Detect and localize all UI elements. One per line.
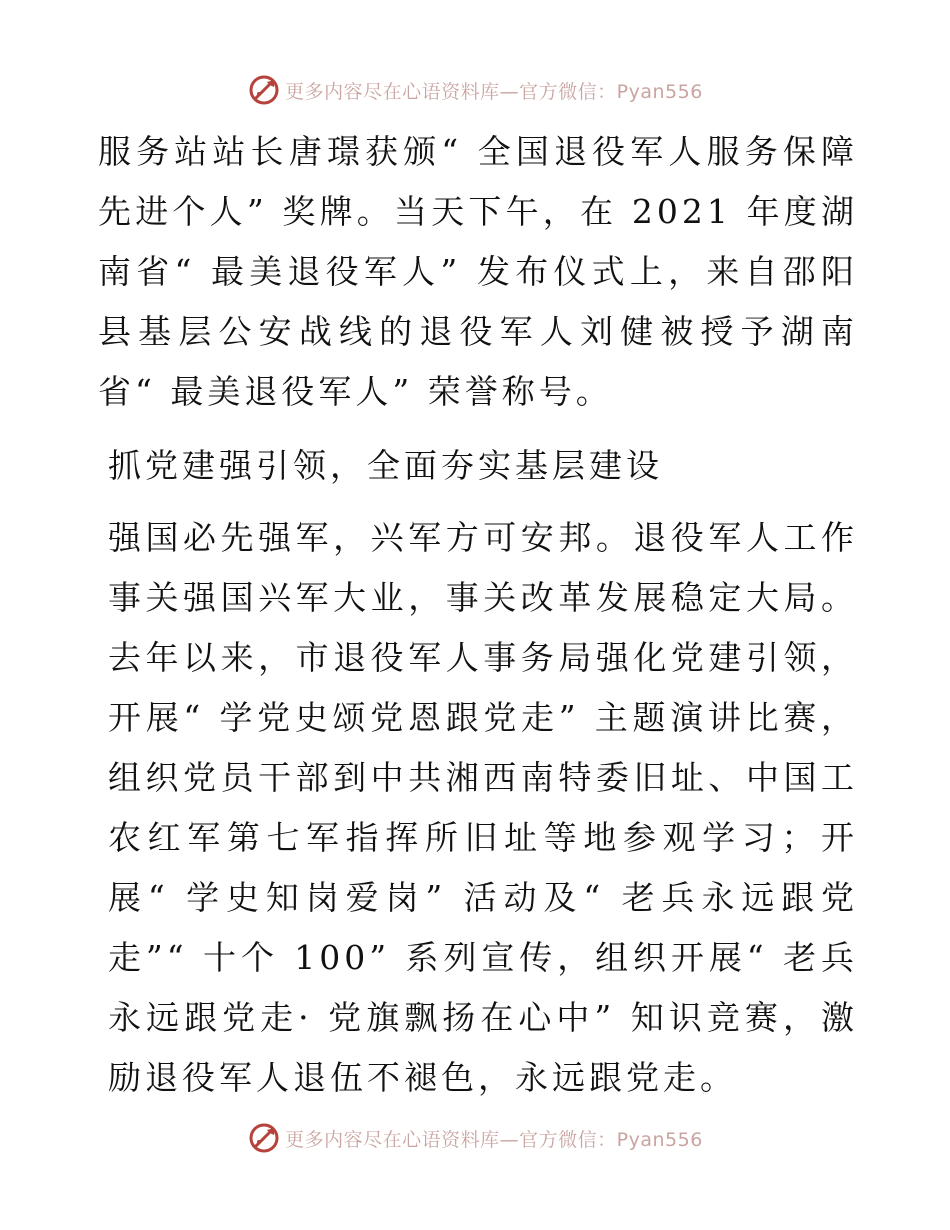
paragraph-1: 服务站站长唐璟获颁“ 全国退役军人服务保障先进个人” 奖牌。当天下午，在 2021 年度湖南省“ 最美退役军人” 发布仪式上，来自邵阳县基层公安战线的退役军人刘健被授予湖南省“ 最美退役军人” 荣誉称号。 (98, 132, 858, 411)
document-body (98, 122, 858, 1108)
watermark-text: 更多内容尽在心语资料库—官方微信：Pyan556 (285, 80, 703, 103)
paragraph-2: 强国必先强军，兴军方可安邦。退役军人工作事关强国兴军大业，事关改革发展稳定大局。去年以来，市退役军人事务局强化党建引领，开展“ 学党史颂党恩跟党走” 主题演讲比赛，组织党员干部到中共湘西南特委旧址、中国工农红军第七军指挥所旧址等地参观学习；开展“ 学史知岗爱岗” 活动及“ 老兵永远跟党走”“ 十个 100” 系列宣传，组织开展“ 老兵永远跟党走· 党旗飘扬在心中” 知识竞赛，激励退役军人退伍不褪色，永远跟党走。 (108, 518, 858, 1097)
footer-watermark (0, 1118, 950, 1158)
watermark-text: 更多内容尽在心语资料库—官方微信：Pyan556 (285, 1128, 703, 1151)
quill-seal-icon (247, 73, 281, 107)
quill-seal-icon (247, 1121, 281, 1155)
section-heading: 抓党建强引领，全面夯实基层建设 (108, 446, 663, 485)
header-watermark (0, 70, 950, 110)
